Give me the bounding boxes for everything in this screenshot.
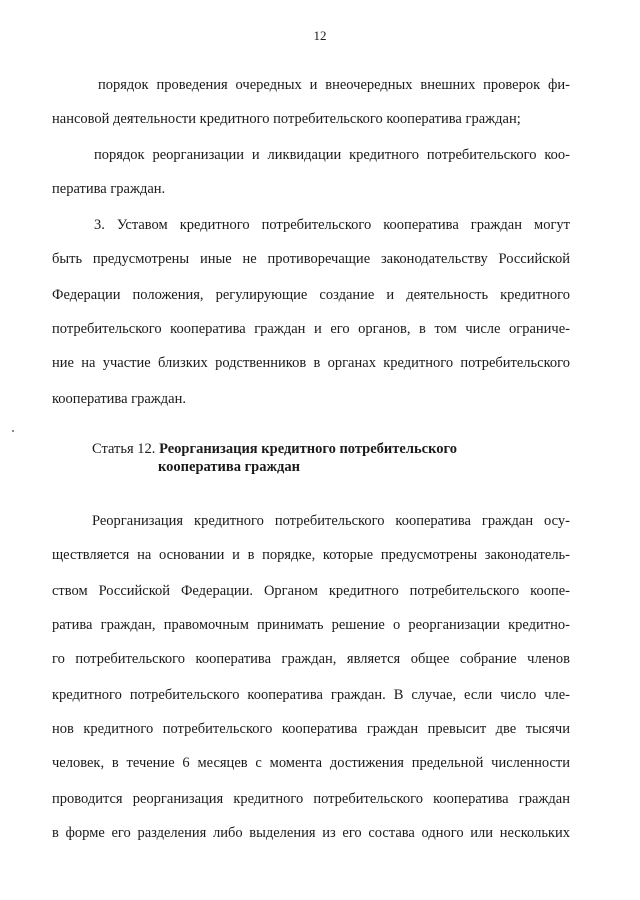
paragraph-1-line-2: нансовой деятельности кредитного потребительского кооператива граждан; xyxy=(52,111,521,127)
paragraph-4-line-8: человек, в течение 6 месяцев с момента достижения предельной численности xyxy=(52,755,570,771)
paragraph-4-line-10: в форме его разделения либо выделения из его состава одного или нескольких xyxy=(52,825,570,841)
article-title-line-2: кооператива граждан xyxy=(158,459,300,475)
paragraph-3-line-6: кооператива граждан. xyxy=(52,391,186,407)
paragraph-3-line-4: потребительского кооператива граждан и его органов, в том числе ограниче- xyxy=(52,321,570,337)
paragraph-4-line-7: нов кредитного потребительского кооператива граждан превысит две тысячи xyxy=(52,721,570,737)
article-number: Статья 12. xyxy=(92,441,156,457)
scan-speck xyxy=(12,430,14,432)
paragraph-4-line-5: го потребительского кооператива граждан, является общее собрание членов xyxy=(52,651,570,667)
paragraph-3-line-2: быть предусмотрены иные не противоречащие законодательству Российской xyxy=(52,251,570,267)
paragraph-4-line-1: Реорганизация кредитного потребительского кооператива граждан осу- xyxy=(92,513,570,529)
page-number: 12 xyxy=(313,28,327,43)
article-heading xyxy=(92,440,457,458)
paragraph-3-line-3: Федерации положения, регулирующие создание и деятельность кредитного xyxy=(52,287,570,303)
paragraph-4-line-6: кредитного потребительского кооператива граждан. В случае, если число чле- xyxy=(52,687,570,703)
paragraph-2-line-1: порядок реорганизации и ликвидации кредитного потребительского коо- xyxy=(94,147,570,163)
paragraph-4-line-2: ществляется на основании и в порядке, которые предусмотрены законодатель- xyxy=(52,547,570,563)
paragraph-4-line-9: проводится реорганизация кредитного потребительского кооператива граждан xyxy=(52,791,570,807)
paragraph-4-line-4: ратива граждан, правомочным принимать решение о реорганизации кредитно- xyxy=(52,617,570,633)
article-title-line-1: Реорганизация кредитного потребительского xyxy=(159,441,457,457)
paragraph-2-line-2: ператива граждан. xyxy=(52,181,166,197)
paragraph-1-line-1: порядок проведения очередных и внеочередных внешних проверок фи- xyxy=(98,77,570,93)
paragraph-3-line-5: ние на участие близких родственников в органах кредитного потребительского xyxy=(52,355,570,371)
paragraph-3-line-1: 3. Уставом кредитного потребительского кооператива граждан могут xyxy=(94,217,570,233)
paragraph-4-line-3: ством Российской Федерации. Органом кредитного потребительского коопе- xyxy=(52,583,570,599)
